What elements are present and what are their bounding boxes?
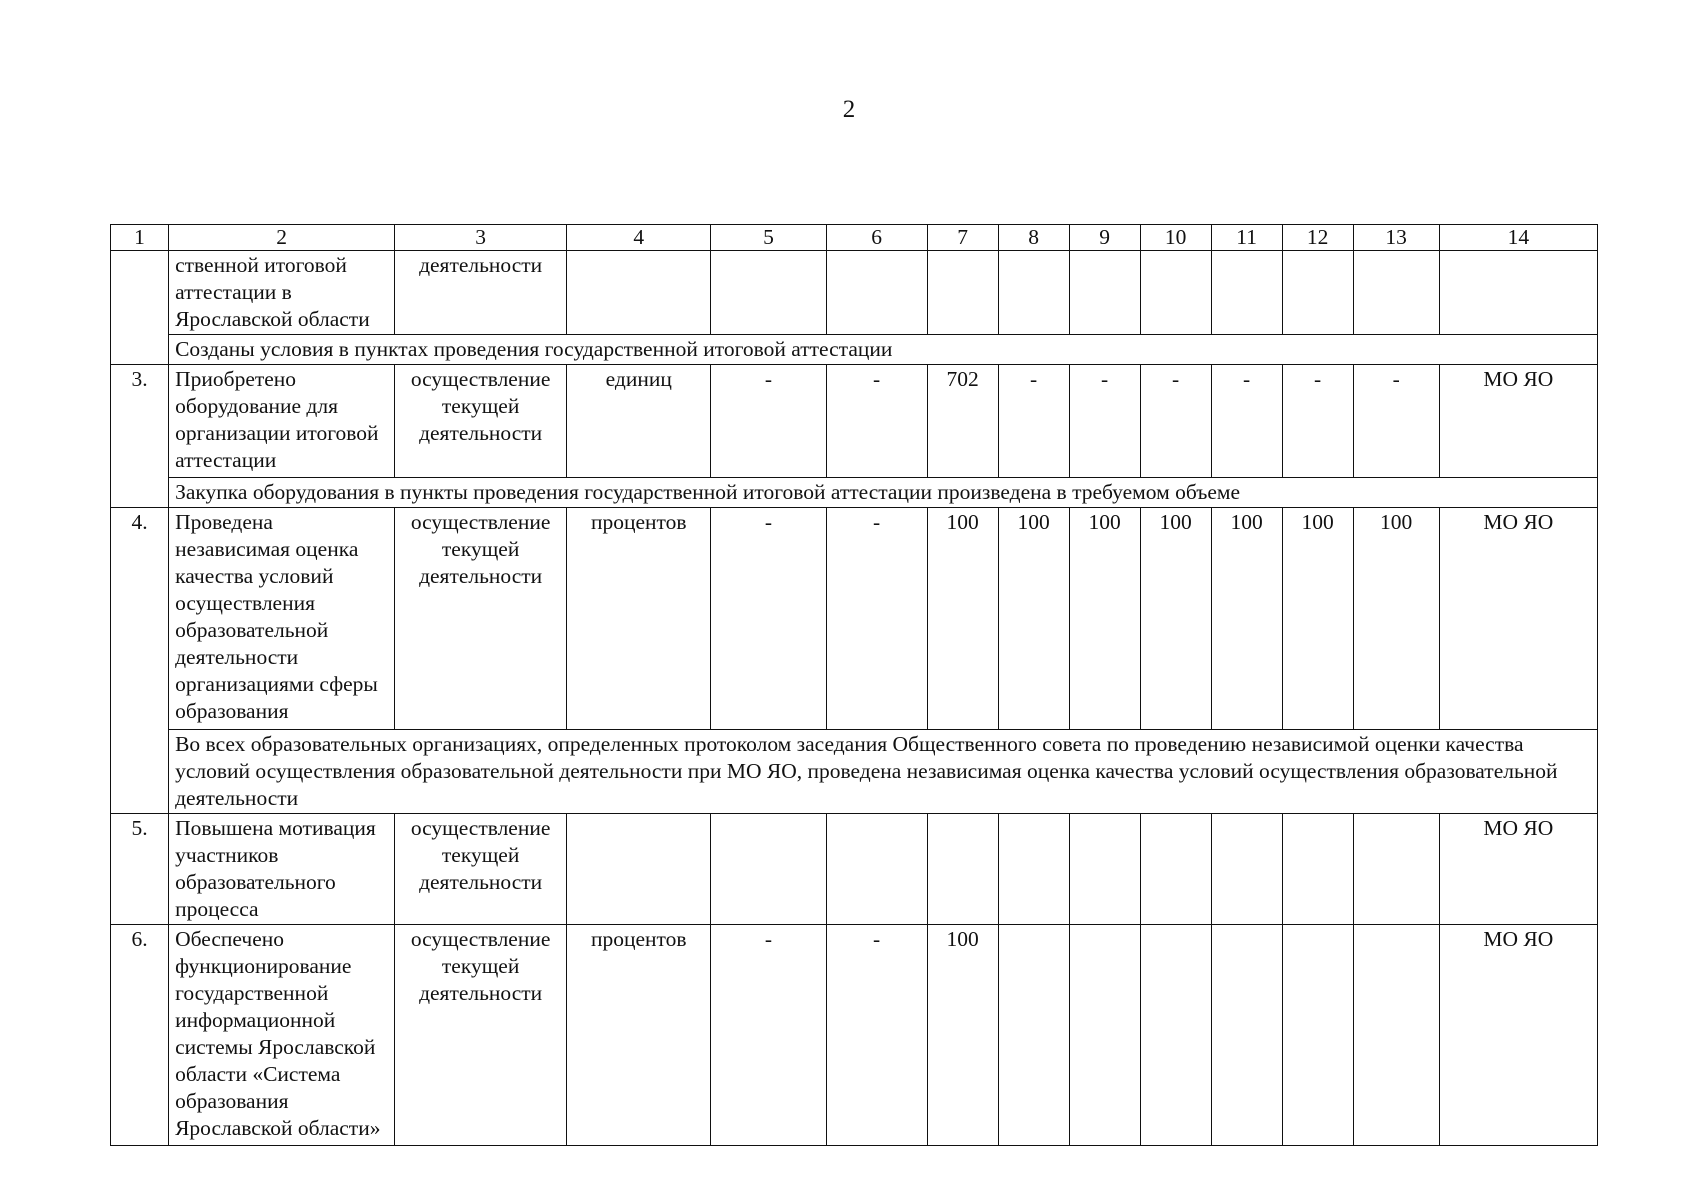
value-cell (711, 814, 826, 925)
row-number-cell: 5. (111, 814, 169, 925)
funding-source-cell: осуществление текущей деятельности (395, 508, 567, 730)
value-cell: 100 (998, 508, 1069, 730)
result-name-cell: Приобретено оборудование для организации итоговой аттестации (169, 365, 395, 478)
table-row (111, 814, 1598, 925)
table-row (111, 925, 1598, 1146)
executor-cell: МО ЯО (1439, 365, 1597, 478)
value-cell: - (1282, 365, 1353, 478)
value-cell (927, 814, 998, 925)
value-cell: - (1353, 365, 1439, 478)
value-cell (826, 251, 927, 335)
value-cell (1282, 251, 1353, 335)
value-cell: 100 (927, 925, 998, 1146)
value-cell: - (1069, 365, 1140, 478)
executor-cell: МО ЯО (1439, 508, 1597, 730)
row-number-cell: 4. (111, 508, 169, 814)
column-header: 9 (1069, 225, 1140, 251)
value-cell: - (711, 365, 826, 478)
value-cell (1069, 814, 1140, 925)
unit-cell: процентов (567, 925, 711, 1146)
table-row (111, 365, 1598, 478)
value-cell: - (1211, 365, 1282, 478)
value-cell (1140, 925, 1211, 1146)
results-table (110, 224, 1598, 1146)
column-header: 1 (111, 225, 169, 251)
value-cell: - (711, 508, 826, 730)
value-cell (1282, 814, 1353, 925)
value-cell (711, 251, 826, 335)
value-cell: 100 (1140, 508, 1211, 730)
value-cell: - (711, 925, 826, 1146)
table-note-row (111, 730, 1598, 814)
value-cell (826, 814, 927, 925)
value-cell (1069, 251, 1140, 335)
value-cell: 100 (1282, 508, 1353, 730)
result-name-cell: Повышена мотивация участников образовательного процесса (169, 814, 395, 925)
column-header: 7 (927, 225, 998, 251)
value-cell (1211, 814, 1282, 925)
column-number-row (111, 225, 1598, 251)
value-cell (1140, 814, 1211, 925)
table-note-row (111, 478, 1598, 508)
column-header: 5 (711, 225, 826, 251)
column-header: 2 (169, 225, 395, 251)
result-name-cell: ственной итоговой аттестации в Ярославской области (169, 251, 395, 335)
value-cell (1211, 925, 1282, 1146)
result-name-cell: Обеспечено функционирование государственной информационной системы Ярославской области «Система образования Ярославской области» (169, 925, 395, 1146)
value-cell: - (826, 365, 927, 478)
value-cell (1282, 925, 1353, 1146)
value-cell (1353, 925, 1439, 1146)
funding-source-cell: деятельности (395, 251, 567, 335)
value-cell: 100 (1353, 508, 1439, 730)
executor-cell (1439, 251, 1597, 335)
column-header: 14 (1439, 225, 1597, 251)
value-cell: 702 (927, 365, 998, 478)
result-note: Закупка оборудования в пункты проведения государственной итоговой аттестации произведена в требуемом объеме (169, 478, 1598, 508)
table-row (111, 508, 1598, 730)
funding-source-cell: осуществление текущей деятельности (395, 925, 567, 1146)
value-cell (927, 251, 998, 335)
row-number-cell: 6. (111, 925, 169, 1146)
value-cell: - (998, 365, 1069, 478)
result-name-cell: Проведена независимая оценка качества условий осуществления образовательной деятельности организациями сферы образования (169, 508, 395, 730)
value-cell (1211, 251, 1282, 335)
table-note-row (111, 335, 1598, 365)
funding-source-cell: осуществление текущей деятельности (395, 814, 567, 925)
value-cell (1140, 251, 1211, 335)
result-note: Во всех образовательных организациях, определенных протоколом заседания Общественного совета по проведению независимой оценки качества условий осуществления образовательной деятельности при МО ЯО, проведена независимая оценка качества условий осуществления образовательной деятельности (169, 730, 1598, 814)
unit-cell (567, 814, 711, 925)
column-header: 6 (826, 225, 927, 251)
value-cell: - (1140, 365, 1211, 478)
unit-cell: единиц (567, 365, 711, 478)
executor-cell: МО ЯО (1439, 814, 1597, 925)
table-row (111, 251, 1598, 335)
value-cell (1353, 251, 1439, 335)
column-header: 10 (1140, 225, 1211, 251)
value-cell (998, 925, 1069, 1146)
value-cell: 100 (1069, 508, 1140, 730)
value-cell: 100 (1211, 508, 1282, 730)
column-header: 8 (998, 225, 1069, 251)
value-cell (1353, 814, 1439, 925)
funding-source-cell: осуществление текущей деятельности (395, 365, 567, 478)
value-cell (1069, 925, 1140, 1146)
column-header: 4 (567, 225, 711, 251)
result-note: Созданы условия в пунктах проведения государственной итоговой аттестации (169, 335, 1598, 365)
column-header: 11 (1211, 225, 1282, 251)
page-number: 2 (842, 96, 856, 123)
row-number-cell: 3. (111, 365, 169, 508)
value-cell (998, 814, 1069, 925)
row-number-cell (111, 251, 169, 365)
unit-cell: процентов (567, 508, 711, 730)
executor-cell: МО ЯО (1439, 925, 1597, 1146)
column-header: 3 (395, 225, 567, 251)
unit-cell (567, 251, 711, 335)
value-cell (998, 251, 1069, 335)
column-header: 13 (1353, 225, 1439, 251)
value-cell: - (826, 925, 927, 1146)
value-cell: - (826, 508, 927, 730)
value-cell: 100 (927, 508, 998, 730)
column-header: 12 (1282, 225, 1353, 251)
